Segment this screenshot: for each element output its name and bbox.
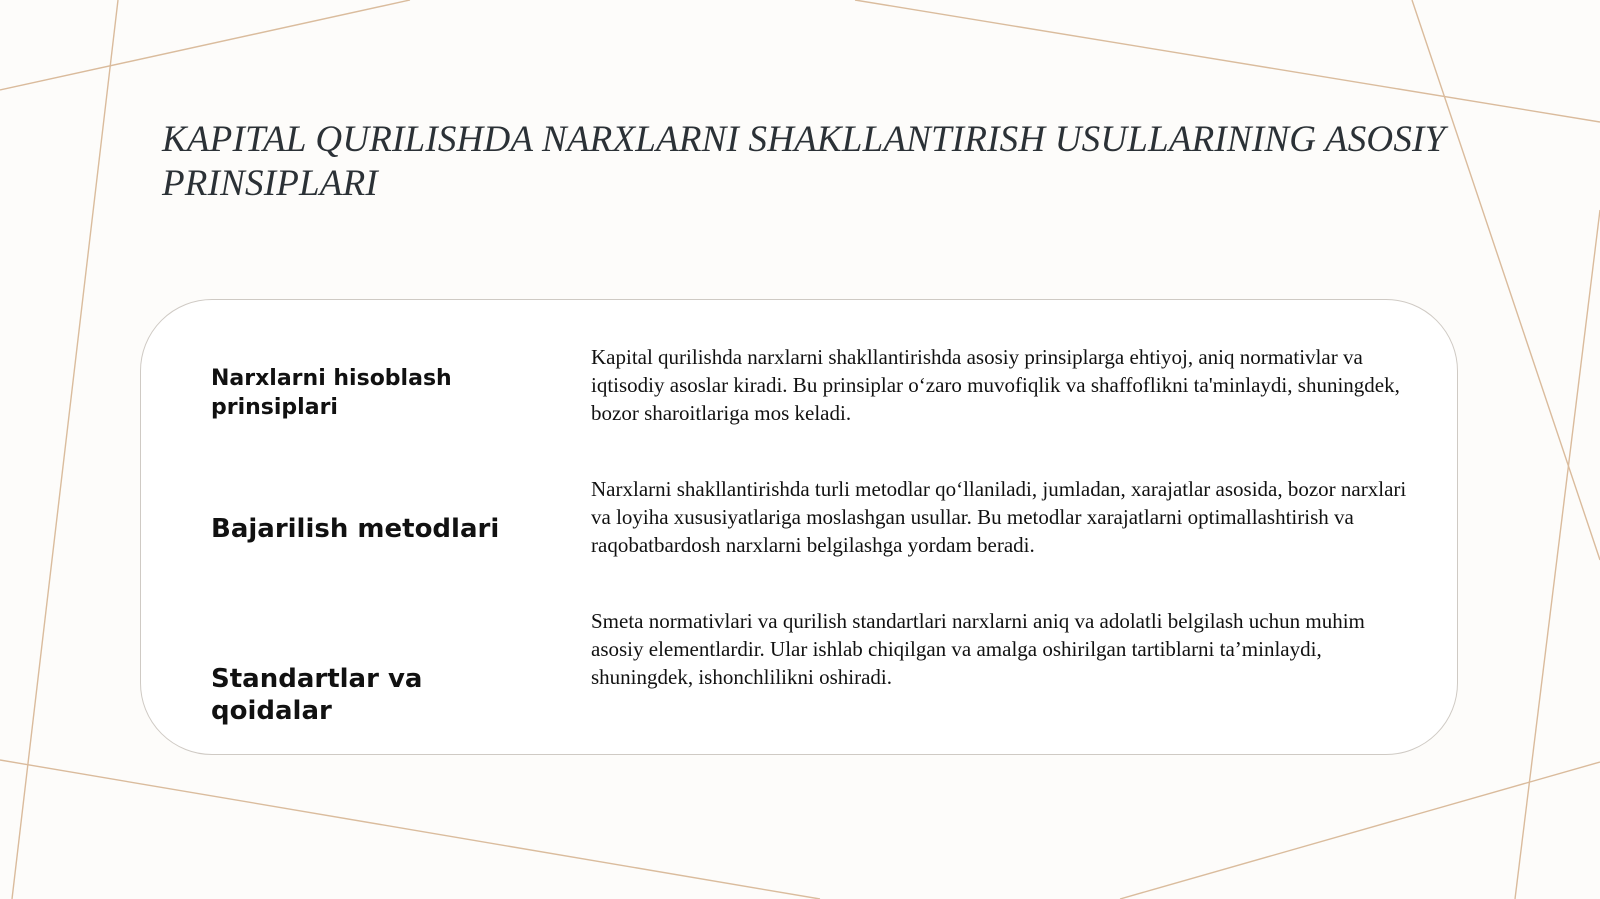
row-label-standards-rules: Standartlar va qoidalar [211, 664, 423, 726]
row-description-execution-methods: Narxlarni shakllantirishda turli metodlar qo‘llaniladi, jumladan, xarajatlar asosida, bozor narxlari va loyiha xususiyatlariga moslashgan usullar. Bu metodlar xarajatlarni optimallashtirish va raqobatbardosh narxlarni belgilashga yordam beradi. [591, 477, 1407, 557]
deco-line [0, 760, 820, 899]
deco-line [0, 0, 410, 90]
row-description-pricing-principles: Kapital qurilishda narxlarni shakllantirishda asosiy prinsiplarga ehtiyoj, aniq normativlar va iqtisodiy asoslar kiradi. Bu prinsiplar o‘zaro muvofiqlik va shaffoflikni ta'minlaydi, shuningdek, bozor sharoitlariga mos keladi. [591, 345, 1400, 425]
row-description-standards-rules: Smeta normativlari va qurilish standartlari narxlarni aniq va adolatli belgilash uchun muhim asosiy elementlardir. Ular ishlab chiqilgan va amalga oshirilgan tartiblarni ta’minlaydi, shuningdek, ishonchlilikni oshiradi. [591, 609, 1365, 689]
deco-line [1515, 210, 1600, 899]
row-label-pricing-principles: Narxlarni hisoblash prinsiplari [211, 366, 452, 420]
slide-title: KAPITAL QURILISHDA NARXLARNI SHAKLLANTIRISH USULLARINING ASOSIY PRINSIPLARI [162, 119, 1446, 204]
deco-line [855, 0, 1600, 122]
deco-line [1120, 762, 1600, 899]
row-label-execution-methods: Bajarilish metodlari [211, 514, 500, 544]
